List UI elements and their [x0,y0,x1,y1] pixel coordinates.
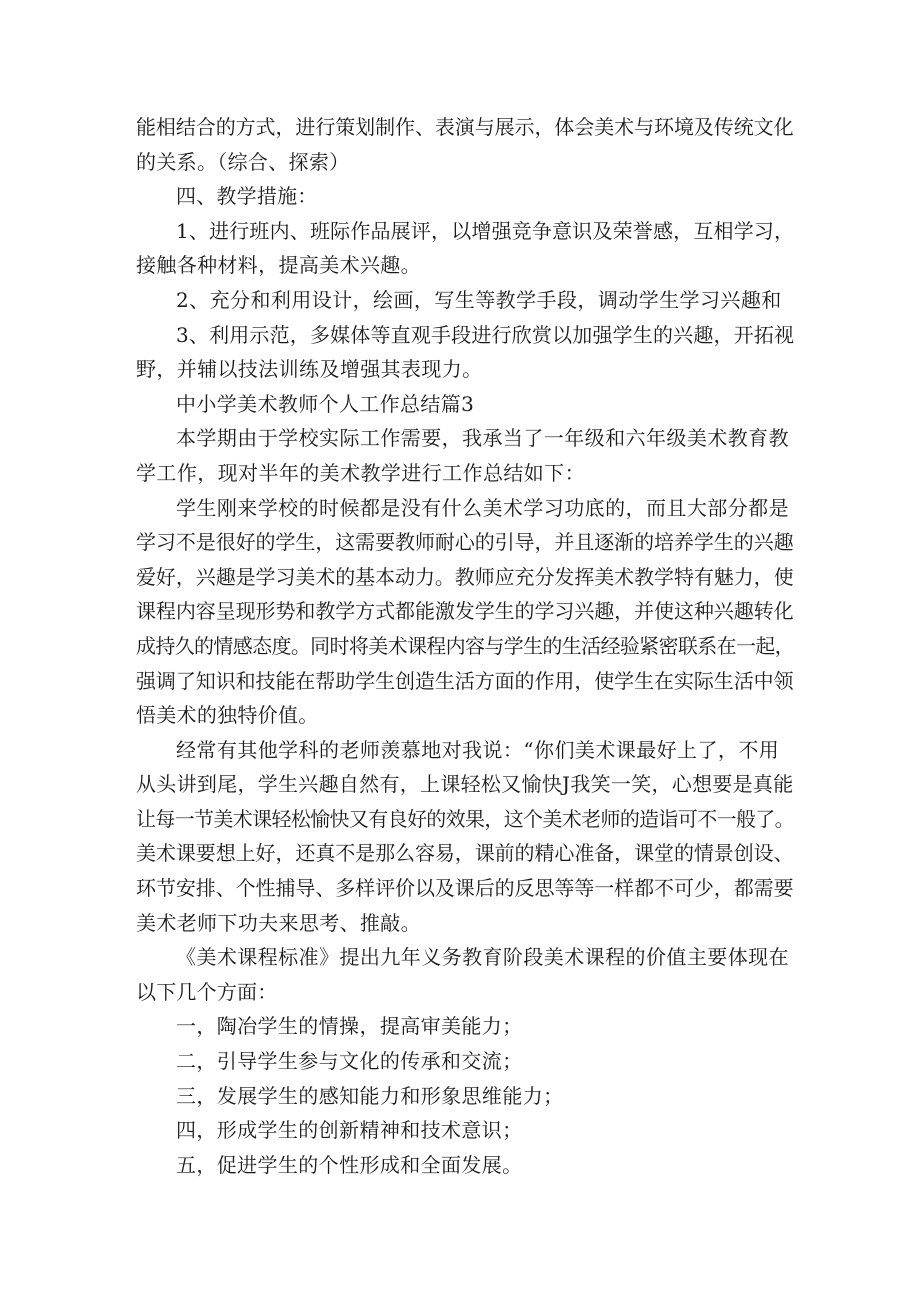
text-line: 2、充分和利用设计，绘画，写生等教学手段，调动学生学习兴趣和 [176,287,782,312]
paragraph [136,1148,796,1183]
text-line: 野，并辅以技法训练及增强其表现力。 [136,357,483,382]
text-line: 爱好，兴趣是学习美术的基本动力。教师应充分发挥美术教学特有魅力，使 [136,564,794,589]
text-line: 以下几个方面： [136,979,278,1004]
text-line: 悟美术的独特价值。 [136,703,319,728]
paragraph [136,733,796,941]
text-line: 美术课要想上好，还真不是那么容易，课前的精心准备，课堂的情景创设、 [136,841,794,866]
text-line: 让每一节美术课轻松愉快又有良好的效果，这个美术老师的造诣可不一般了。 [136,806,794,831]
text-line: 课程内容呈现形势和教学方式都能激发学生的学习兴趣，并使这种兴趣转化 [136,599,794,624]
text-line: 环节安排、个性捕导、多样评价以及课后的反思等等一样都不可少，都需要 [136,876,794,901]
text-line: 三，发展学生的感知能力和形象思维能力； [176,1083,564,1108]
text-line: 五，促进学生的个性形成和全面发展。 [176,1152,523,1177]
text-line: 的关系。（综合、探索） [136,149,350,174]
paragraph [136,318,796,387]
paragraph [136,283,796,318]
text-line: 四、教学措施： [176,184,318,209]
text-line: 学习不是很好的学生，这需要教师耐心的引导，并且逐渐的培养学生的兴趣 [136,530,794,555]
text-line: 中小学美术教师个人工作总结篇3 [176,391,475,416]
paragraph [136,1113,796,1148]
text-line: 强调了知识和技能在帮助学生创造生活方面的作用，使学生在实际生活中领 [136,668,794,693]
text-line: 学生刚来学校的时候都是没有什么美术学习功底的，而且大部分都是 [176,495,789,520]
text-line: 接触各种材料，提高美术兴趣。 [136,253,421,278]
text-line: 从头讲到尾，学生兴趣自然有，上课轻松又愉快J我笑一笑，心想要是真能 [136,772,794,797]
paragraph [136,1079,796,1114]
text-line: 1、进行班内、班际作品展评，以增强竞争意识及荣誉感，互相学习， [176,218,795,243]
document-body [136,110,796,1182]
text-line: 美术老师下功夫来思考、推敲。 [136,910,421,935]
paragraph [136,1044,796,1079]
text-line: 学工作，现对半年的美术教学进行工作总结如下： [136,460,585,485]
text-line: 经常有其他学科的老师羡慕地对我说：“你们美术课最好上了，不用 [176,737,780,762]
text-line: 《美术课程标准》提出九年义务教育阶段美术课程的价值主要体现在 [176,945,789,970]
paragraph [136,1009,796,1044]
paragraph [136,110,796,179]
text-line: 成持久的情感态度。同时将美术课程内容与学生的生活经验紧密联系在一起， [136,633,794,658]
paragraph [136,421,796,490]
paragraph [136,940,796,1009]
paragraph [136,179,796,214]
paragraph [136,214,796,283]
text-line: 四，形成学生的创新精神和技术意识； [176,1118,523,1143]
paragraph [136,491,796,733]
text-line: 一，陶冶学生的情操，提高审美能力； [176,1014,523,1039]
text-line: 二，引导学生参与文化的传承和交流； [176,1049,523,1074]
paragraph [136,387,796,422]
text-line: 能相结合的方式，进行策划制作、表演与展示，体会美术与环境及传统文化 [136,115,794,139]
text-line: 本学期由于学校实际工作需要，我承当了一年级和六年级美术教育教 [176,426,789,451]
text-line: 3、利用示范，多媒体等直观手段进行欣赏以加强学生的兴趣，开拓视 [176,322,795,347]
